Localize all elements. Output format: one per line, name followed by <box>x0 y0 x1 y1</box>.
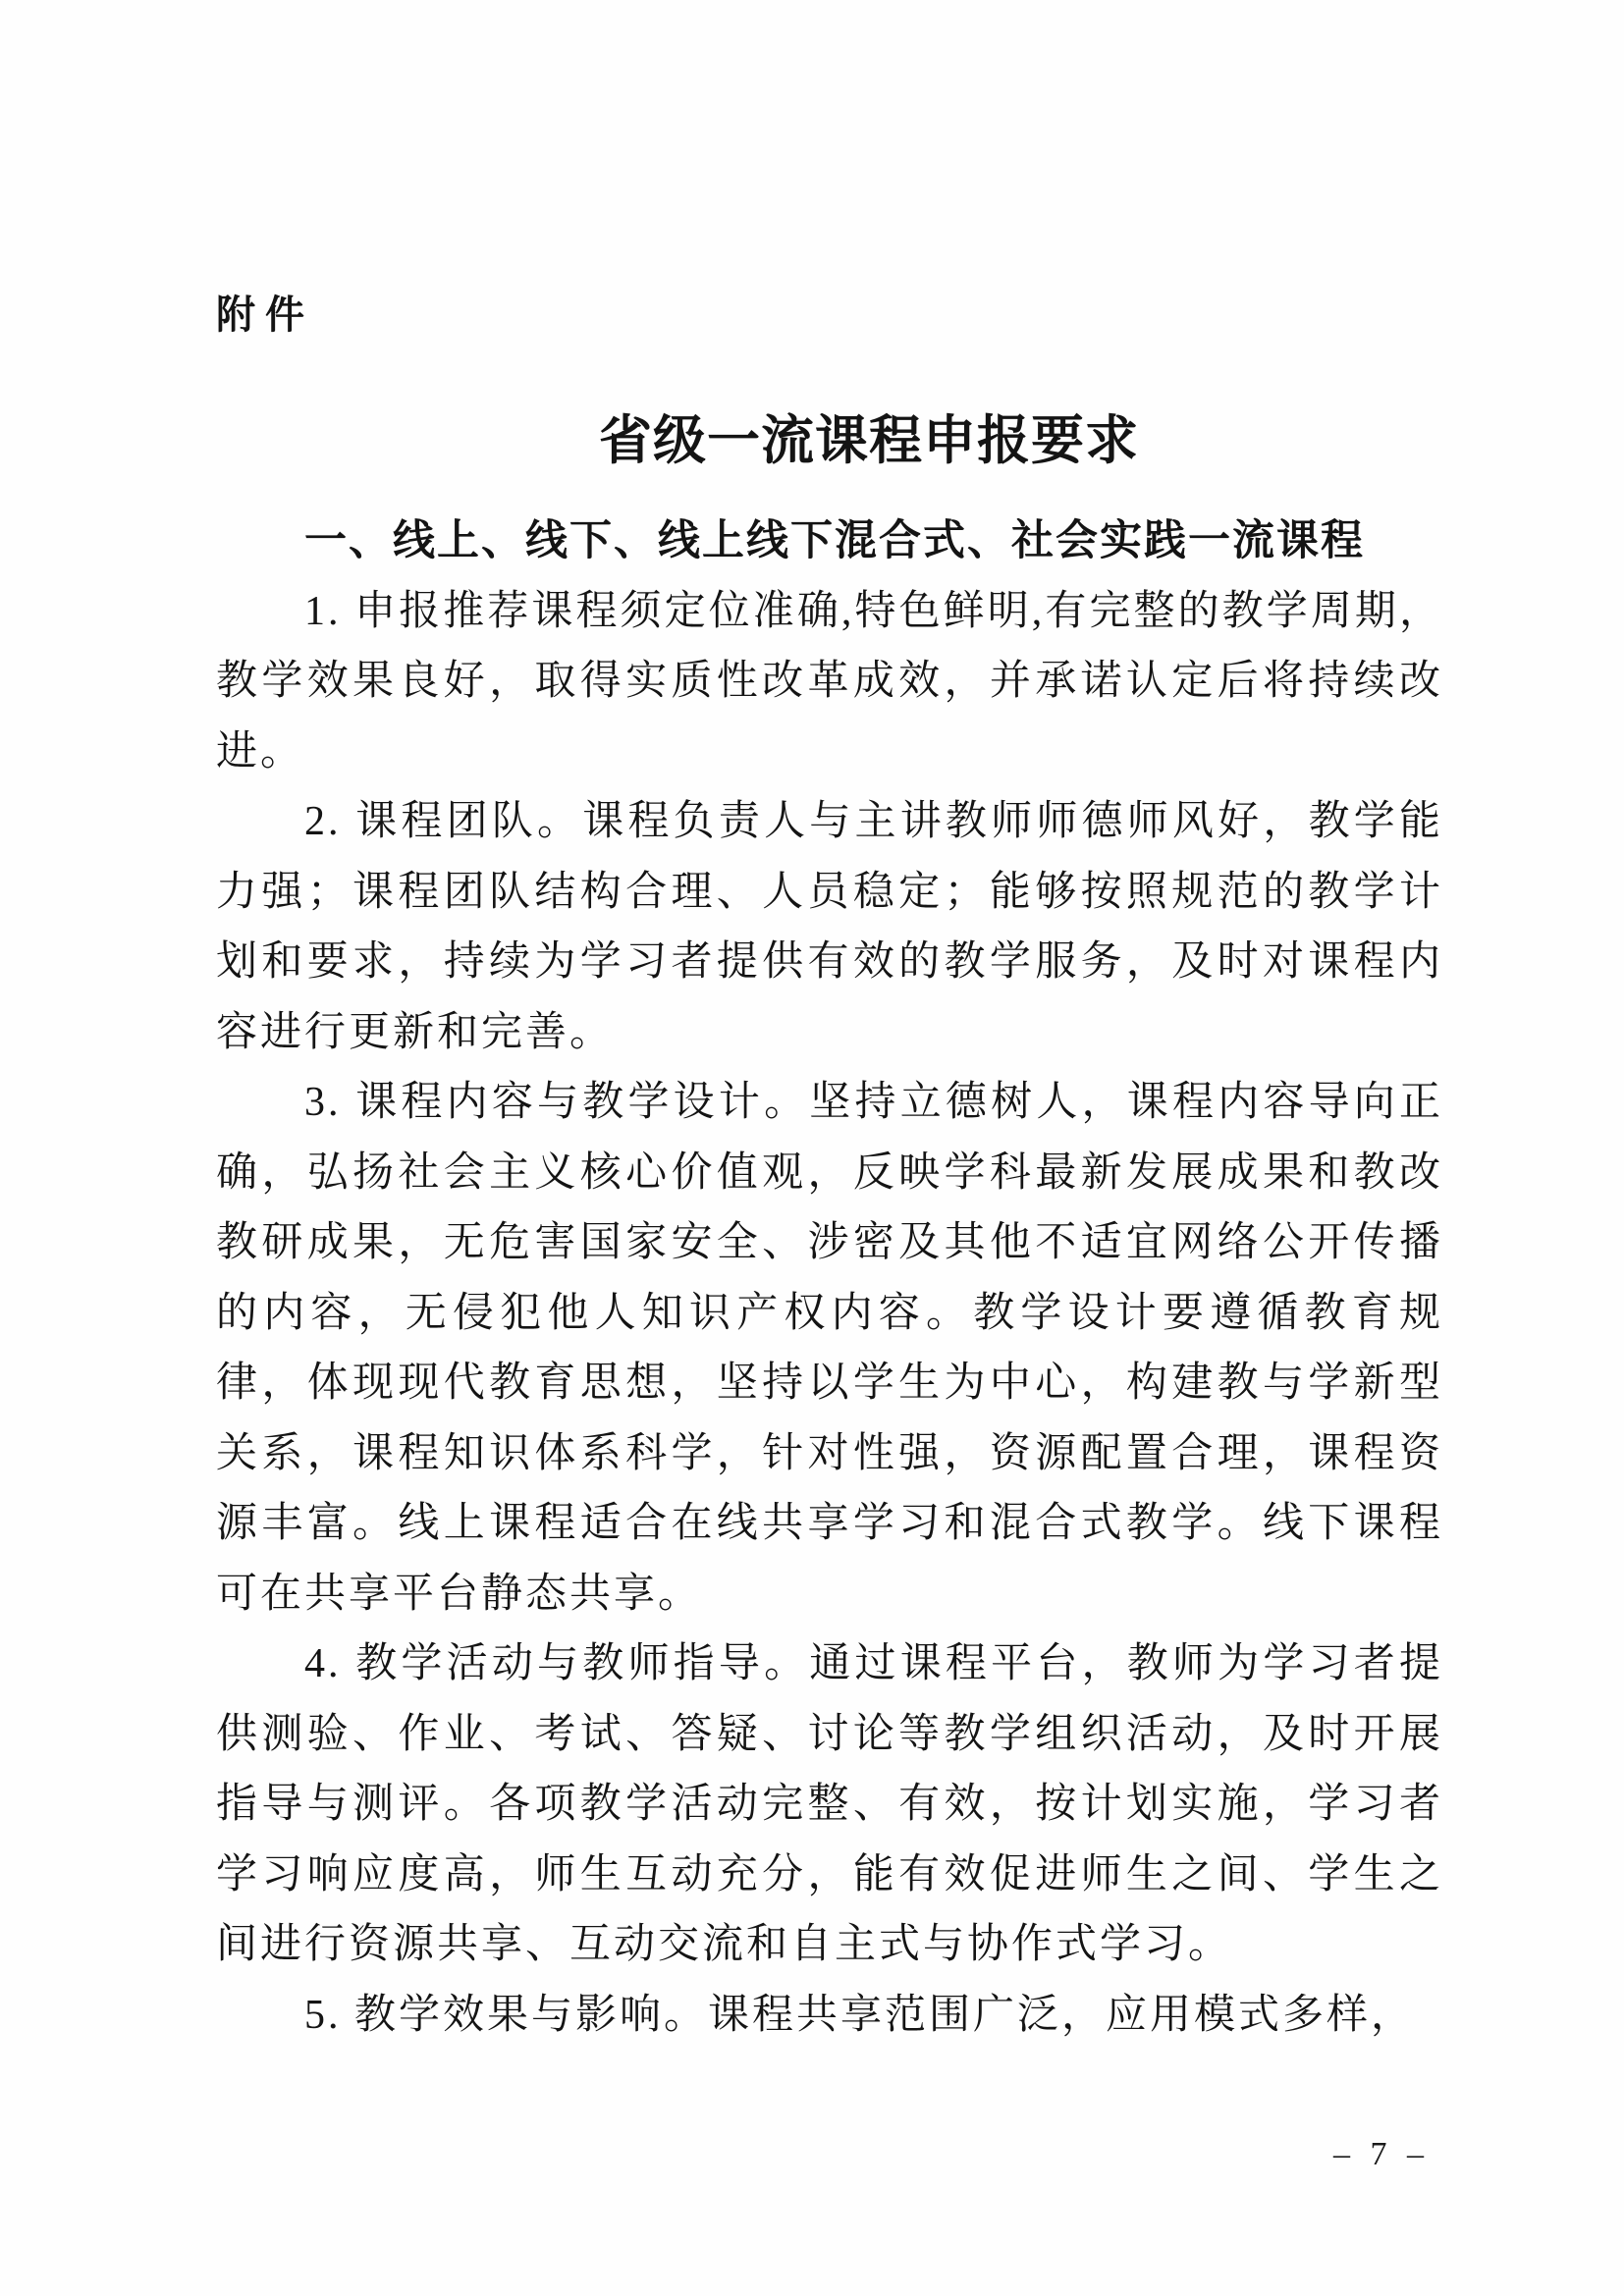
document-body <box>216 507 1443 2051</box>
paragraph-1: 1. 申报推荐课程须定位准确,特色鲜明,有完整的教学周期，教学效果良好，取得实质性改革成效，并承诺认定后将持续改进。 <box>216 588 1443 774</box>
document-title: 省级一流课程申报要求 <box>599 411 1139 471</box>
attachment-label: 附件 <box>216 294 314 337</box>
paragraph-3: 3. 课程内容与教学设计。坚持立德树人，课程内容导向正确，弘扬社会主义核心价值观，反映学科最新发展成果和教改教研成果，无危害国家安全、涉密及其他不适宜网络公开传播的内容，无侵犯他人知识产权内容。教学设计要遵循教育规律，体现现代教育思想，坚持以学生为中心，构建教与学新型关系，课程知识体系科学，针对性强，资源配置合理，课程资源丰富。线上课程适合在线共享学习和混合式教学。线下课程可在共享平台静态共享。 <box>216 1080 1443 1617</box>
paragraph-5: 5. 教学效果与影响。课程共享范围广泛，应用模式多样， <box>304 1992 1416 2038</box>
paragraph-2: 2. 课程团队。课程负责人与主讲教师师德师风好，教学能力强；课程团队结构合理、人员稳定；能够按照规范的教学计划和要求，持续为学习者提供有效的教学服务，及时对课程内容进行更新和完善。 <box>216 799 1443 1055</box>
paragraph-4: 4. 教学活动与教师指导。通过课程平台，教师为学习者提供测验、作业、考试、答疑、讨论等教学组织活动，及时开展指导与测评。各项教学活动完整、有效，按计划实施，学习者学习响应度高，师生互动充分，能有效促进师生之间、学生之间进行资源共享、互动交流和自主式与协作式学习。 <box>216 1641 1443 1967</box>
section-heading: 一、线上、线下、线上线下混合式、社会实践一流课程 <box>304 517 1365 564</box>
page-number: – 7 – <box>1333 2136 1430 2172</box>
